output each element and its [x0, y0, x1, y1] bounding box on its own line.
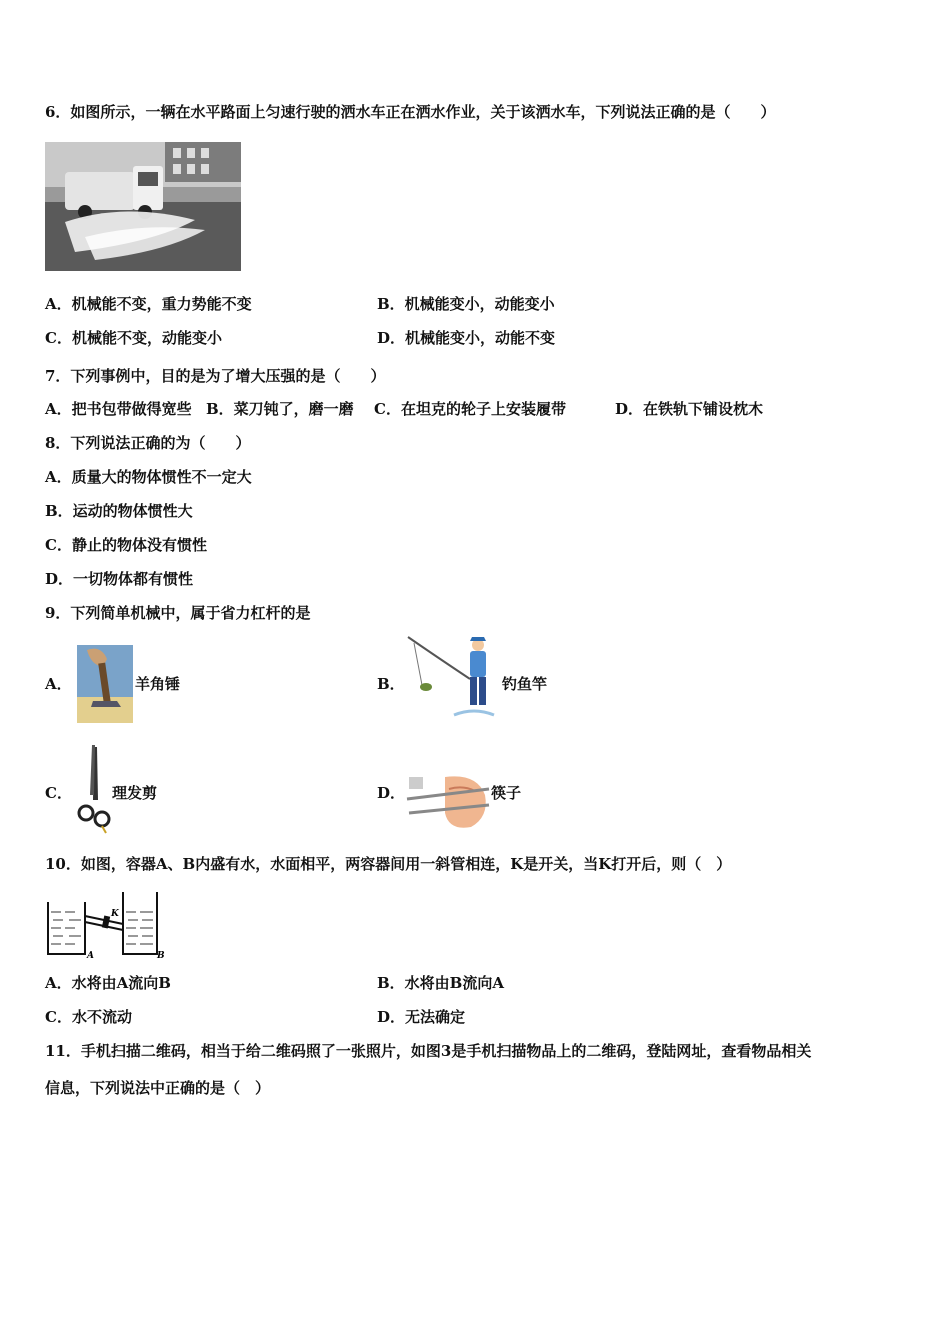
q6-stem: 6．如图所示，一辆在水平路面上匀速行驶的洒水车正在洒水作业，关于该洒水车，下列说法正确的是（ ）: [45, 103, 776, 121]
q10-stem: 10．如图，容器A、B内盛有水，水面相平，两容器间用一斜管相连，K是开关，当K打开后，则（ ）: [45, 855, 732, 873]
q7-stem: 7．下列事例中，目的是为了增大压强的是（ ）: [45, 367, 386, 385]
q6-option-a: A．机械能不变，重力势能不变: [45, 295, 252, 313]
q6-option-d: D．机械能变小，动能不变: [377, 329, 556, 347]
q10-option-a: A．水将由A流向B: [45, 974, 171, 992]
q11-stem-line2: 信息，下列说法中正确的是（ ）: [45, 1079, 271, 1097]
q10-option-d: D．无法确定: [377, 1008, 466, 1026]
container-a-label: A: [87, 951, 94, 960]
q8-option-b: B．运动的物体惯性大: [45, 502, 193, 520]
fishing-rod-image: [404, 635, 500, 723]
q9-option-b-letter: B．: [377, 675, 405, 693]
q9-option-c-label: 理发剪: [112, 784, 158, 802]
q8-option-d: D．一切物体都有惯性: [45, 570, 194, 588]
q9-option-a-label: 羊角锤: [135, 675, 181, 693]
chopsticks-image: [405, 773, 491, 831]
q7-option-b: B．菜刀钝了，磨一磨: [206, 400, 354, 418]
q9-option-c-letter: C．: [45, 784, 72, 802]
q9-option-b-label: 钓鱼竿: [502, 675, 548, 693]
connected-containers-diagram: [45, 890, 165, 960]
q7-option-d: D．在铁轨下铺设枕木: [615, 400, 764, 418]
claw-hammer-image: [77, 645, 133, 723]
q11-stem-line1: 11．手机扫描二维码，相当于给二维码照了一张照片，如图3是手机扫描物品上的二维码，登陆网址，查看物品相关: [45, 1042, 812, 1060]
q7-option-c: C．在坦克的轮子上安装履带: [374, 400, 566, 418]
q7-option-a: A．把书包带做得宽些: [45, 400, 192, 418]
q8-stem: 8．下列说法正确的为（ ）: [45, 434, 251, 452]
q10-option-b: B．水将由B流向A: [377, 974, 504, 992]
q9-stem: 9．下列简单机械中，属于省力杠杆的是: [45, 604, 311, 622]
container-b-label: B: [157, 951, 165, 960]
hair-scissors-image: [76, 745, 112, 835]
q9-option-d-label: 筷子: [491, 784, 522, 802]
valve-k-label: K: [111, 909, 119, 919]
q8-option-a: A．质量大的物体惯性不一定大: [45, 468, 252, 486]
q6-option-c: C．机械能不变，动能变小: [45, 329, 222, 347]
q10-option-c: C．水不流动: [45, 1008, 132, 1026]
q9-option-a-letter: A．: [45, 675, 72, 693]
q9-option-d-letter: D．: [377, 784, 406, 802]
q8-option-c: C．静止的物体没有惯性: [45, 536, 207, 554]
water-truck-photo: [45, 142, 241, 271]
q6-option-b: B．机械能变小，动能变小: [377, 295, 555, 313]
